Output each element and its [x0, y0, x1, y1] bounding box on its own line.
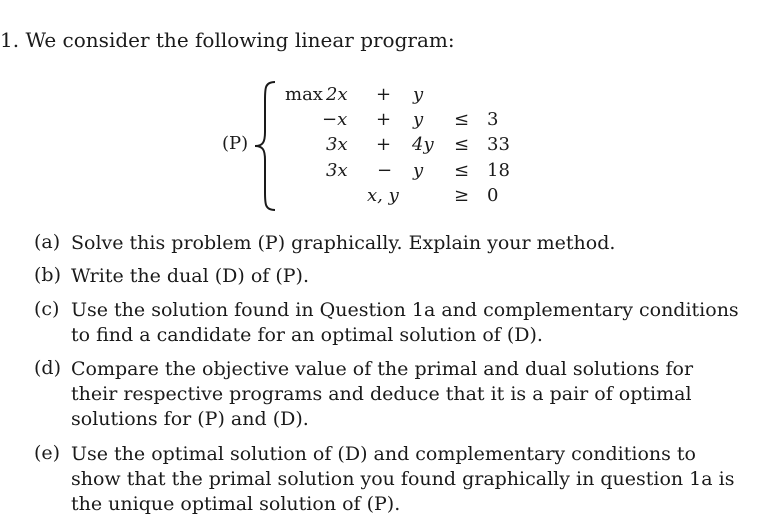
nonneg-variables: x, y — [367, 185, 399, 206]
constraint-3-relation: ≤ — [454, 160, 470, 181]
constraint-1-operator: + — [376, 109, 392, 130]
objective-term-x: 2x — [326, 84, 348, 105]
constraint-2-y-term: 4y — [412, 134, 434, 155]
constraint-3-rhs: 18 — [487, 160, 510, 181]
question-d-label: (d) — [34, 357, 61, 379]
left-brace — [253, 80, 279, 212]
constraint-3-y-term: y — [413, 160, 424, 181]
constraint-2-rhs: 33 — [487, 134, 510, 155]
objective-keyword: max — [285, 84, 323, 105]
question-c-text: Use the solution found in Question 1a and complementary conditions to find a candidate for an optimal solution of (D). — [71, 299, 739, 346]
constraint-2-operator: + — [376, 134, 392, 155]
constraint-1-relation: ≤ — [454, 109, 470, 130]
nonneg-rhs: 0 — [487, 185, 499, 206]
question-a-label: (a) — [34, 231, 61, 253]
objective-term-y: y — [413, 84, 424, 105]
constraint-2-x-term: 3x — [326, 134, 348, 155]
objective-operator: + — [376, 84, 392, 105]
question-e-text: Use the optimal solution of (D) and complementary conditions to show that the primal solution you found graphically in question 1a is the unique optimal solution of (P). — [71, 443, 735, 515]
constraint-1-rhs: 3 — [487, 109, 499, 130]
exercise-heading: 1. We consider the following linear program: — [0, 28, 455, 52]
constraint-1-y-term: y — [413, 109, 424, 130]
nonneg-relation: ≥ — [454, 185, 470, 206]
constraint-2-relation: ≤ — [454, 134, 470, 155]
constraint-3-operator: − — [377, 160, 393, 181]
question-a-text: Solve this problem (P) graphically. Explain your method. — [71, 232, 616, 254]
question-d-text: Compare the objective value of the primal and dual solutions for their respective programs and deduce that it is a pair of optimal solutions for (P) and (D). — [71, 358, 694, 430]
question-c-label: (c) — [34, 298, 60, 320]
constraint-3-x-term: 3x — [326, 160, 348, 181]
question-e-label: (e) — [34, 442, 61, 464]
constraint-1-x-term: −x — [322, 109, 348, 130]
question-b-text: Write the dual (D) of (P). — [71, 265, 310, 287]
question-b-label: (b) — [34, 264, 61, 286]
program-label: (P) — [222, 133, 249, 154]
